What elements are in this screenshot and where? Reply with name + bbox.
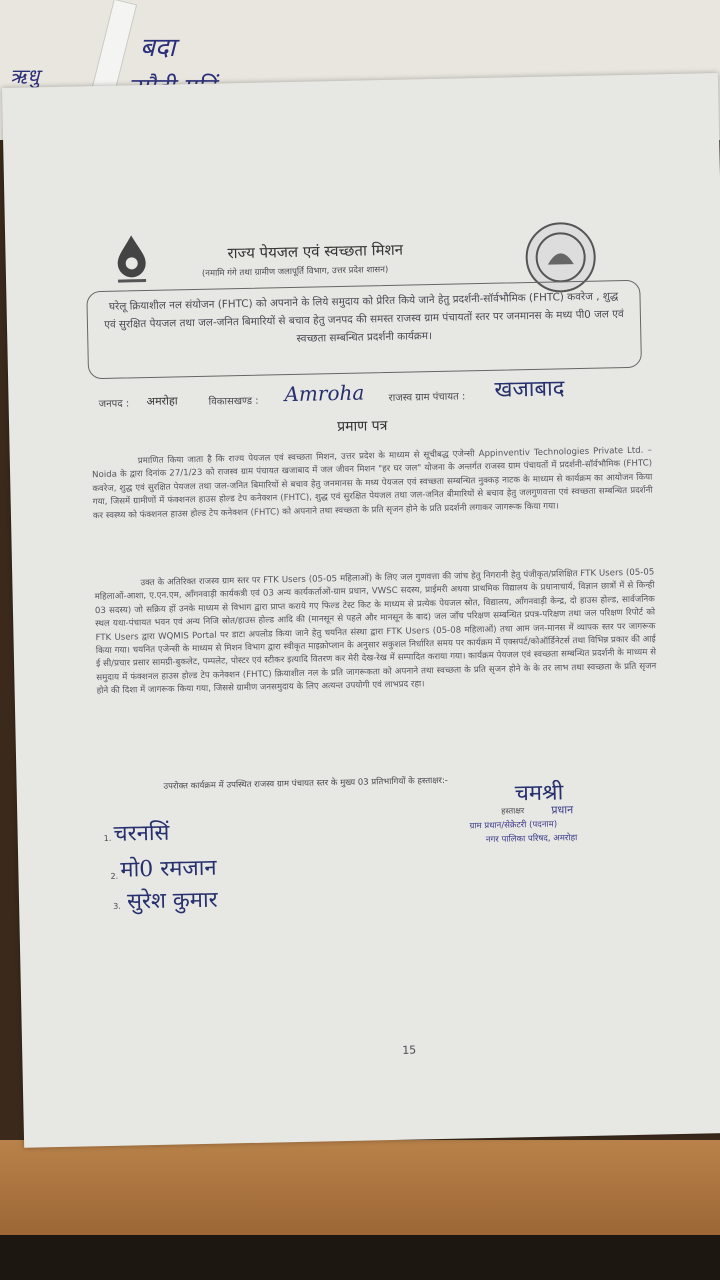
block-label: विकासखण्ड : — [208, 395, 259, 408]
header-title: राज्य पेयजल एवं स्वच्छता मिशन — [227, 240, 404, 263]
signatory-signature: चमश्री — [514, 780, 564, 807]
signatory-stamp-line: ग्राम प्रधान/सेक्रेटरी (पदनाम) — [469, 819, 558, 832]
signatory-stamp-title: प्रधान — [551, 803, 574, 817]
block-value: Amroha — [284, 380, 365, 407]
document-title: प्रमाण पत्र — [337, 418, 388, 436]
background-note: बदा — [140, 33, 176, 63]
participant-signature: चरनसिं — [113, 820, 170, 847]
background-note: ऋधु — [10, 64, 40, 88]
participant-number: 3. — [113, 901, 121, 911]
banner-box — [86, 280, 642, 380]
certificate-page — [2, 73, 720, 1148]
floor-shadow — [0, 1235, 720, 1280]
paragraph-1: प्रमाणित किया जाता है कि राज्य पेयजल एवं स्वच्छता मिशन, उत्तर प्रदेश के माध्यम से सूचीबद्ध एजेन्सी Appinventiv Technologies Private Ltd. – Noida के द्वारा दिनांक 27/1/23 को राजस्व ग्राम पंचायत खजाबाद में जल जीवन मिशन "हर घर जल" योजना के अन्तर्गत राजस्व ग्राम पंचायतों में प्रदर्शनी-सॉर्वभौमिक (FHTC) कवरेज, शुद्ध एवं सुरक्षित पेयजल तथा जल-जनित बिमारियों से बचाव हेतु जनमानस के मध्य पेयजल एवं स्वच्छता सम्बन्धित नुक्कड़ नाटक के माध्यम से कार्यक्रम का आयोजन किया गया, जिसमें ग्रामीणों में फंक्शनल हाउस होल्ड टेप कनेक्शन (FHTC), शुद्ध एवं सुरक्षित पेयजल तथा जल-जनित बीमारियों से बचाव हेतु जलगुणवत्ता एवं स्वच्छता सम्बन्धित प्रदर्शनी कर स्वस्थ्य को फंक्शनल हाउस होल्ड टेप कनेक्शन (FHTC) को अपनाने तथा स्वच्छता के प्रति सृजन होने के प्रति प्रदर्शनी लगाकर जागरूक किया गया। — [92, 445, 653, 521]
witness-note: उपरोक्त कार्यक्रम में उपस्थित राजस्व ग्राम पंचायत स्तर के मुख्य 03 प्रतिभागियों के हस्ताक्षर:- — [163, 775, 448, 792]
village-label: राजस्व ग्राम पंचायत : — [388, 391, 466, 404]
district-value: अमरोहा — [146, 394, 178, 409]
district-label: जनपद : — [98, 398, 130, 411]
participant-number: 1. — [103, 833, 112, 844]
paragraph-2: उक्त के अतिरिक्त राजस्व ग्राम स्तर पर FTK Users (05-05 महिलाओं) के लिए जल गुणवत्ता की जांच हेतु निगरानी हेतु पंजीकृत/प्रशिक्षित FTK Users (05-05 महिलाओं-आशा, ए.एन.एम, आँगनवाड़ी कार्यकत्री एवं 03 अन्य कार्यकर्ताओं-ग्राम प्रधान, VWSC सदस्य, प्राईमरी अथवा प्राथमिक विद्यालय के प्रधानाचार्य, विज्ञान छात्रों में से किन्ही 03 सदस्य) जो सक्रिय हों उनके माध्यम से विभाग द्वारा प्राप्त कराये गए फिल्ड टेस्ट किट के माध्यम से प्रत्येक पेयजल स्रोत, विद्यालय, आँगनवाड़ी केन्द्र, दो हाउस होल्ड, सार्वजनिक स्थल यथा-पंचायत भवन एवं अन्य निजि स्रोत/हाउस होल्ड आदि की (मानसून से पहले और मानसून के बाद) जल जाँच परिक्षण सम्बन्धित प्रपत्र-परिक्षण तथा जल परिक्षण रिपोर्ट को FTK Users द्वारा WQMIS Portal पर डाटा अपलोड किया जाने हेतु चयनित संस्था द्वारा FTK Users (05-08 महिलाओं) तथा आम जन-मानस में व्यापक स्तर पर जागरूक किया गया। चयनित एजेन्सी के माध्यम से मिशन विभाग द्वारा स्वीकृत माइक्रोप्लान के अनुसार सकुशल निर्धारित समय पर कार्यक्रम में एक्सपर्ट/कोऑर्डिनेटर्स तथा विभिन्न प्रकार की आई ई सी/प्रचार प्रसार सामग्री-बुकलेट, पम्पलेट, पोस्टर एवं स्टीकर इत्यादि वितरण कर मेरी देख-रेख में सम्पादित कराया गया। कार्यक्रम पेयजल एवं स्वच्छता सम्बन्धित प्रदर्शनी के माध्यम से समुदाय में फंक्शनल हाउस होल्ड टेप कनेक्शन (FHTC) क्रियाशील नल के प्रति जागरूकता को अपनाने तथा स्वच्छता के प्रति सृजन होने के के तर लाभ तथा स्वच्छता के प्रति सृजन होने की दिशा में जागरूक किया गया, जिससे ग्रामीण जनसमुदाय के लिए अत्यन्त उपयोगी एवं लाभप्रद रहा। — [94, 567, 657, 697]
banner-text: घरेलू क्रियाशील नल संयोजन (FHTC) को अपनाने के लिये समुदाय को प्रेरित किये जाने हेतु प्रदर्शनी-सॉर्वभौमिक (FHTC) कवरेज , शुद्ध एवं सुरक्षित पेयजल तथा जल-जनित बिमारियों से बचाव हेतु जनपद की समस्त राजस्व ग्राम पंचायतों स्तर पर जनमानस के मध्य पी0 जल एवं स्वच्छता सम्बन्धित प्रदर्शनी कार्यक्रम। — [104, 290, 624, 345]
participant-signature: सुरेश कुमार — [126, 887, 218, 915]
page-number: 15 — [402, 1043, 417, 1057]
header-subtitle: (नमामि गंगे तथा ग्रामीण जलापूर्ति विभाग, उत्तर प्रदेश शासन) — [201, 264, 389, 279]
participant-signature: मो0 रमजान — [120, 855, 217, 883]
mission-logo-icon — [111, 233, 152, 288]
participant-number: 2. — [110, 871, 119, 881]
signatory-stamp-line: नगर पालिका परिषद, अमरोहा — [485, 833, 578, 846]
signatory-label: हस्ताक्षर — [501, 806, 525, 816]
village-value: खजाबाद — [494, 376, 565, 403]
